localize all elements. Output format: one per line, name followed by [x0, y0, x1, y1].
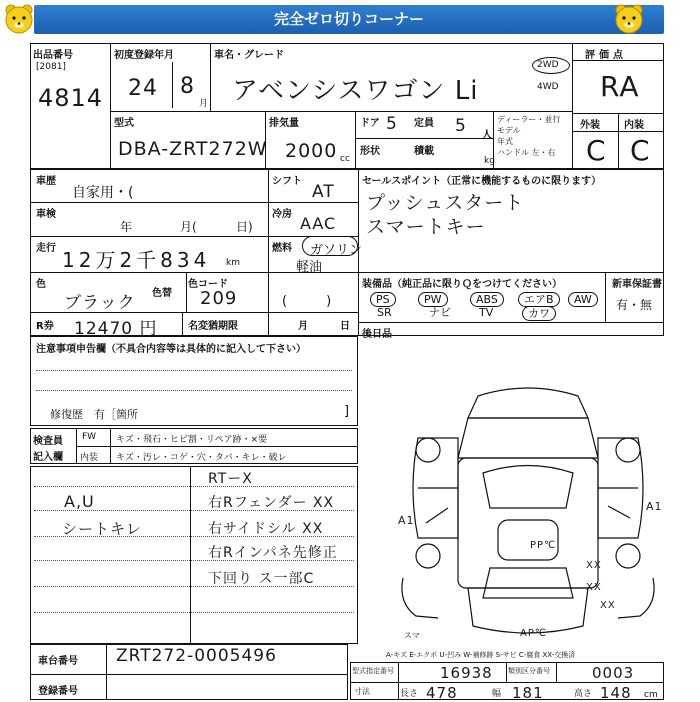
- ext-score: C: [586, 134, 607, 167]
- dealer-handle: ハンドル 左・右: [497, 148, 556, 157]
- ext-label: 外装: [580, 120, 600, 131]
- shape-label: 形状: [360, 146, 380, 157]
- chassis-label: 車台番号: [38, 656, 78, 667]
- class-no-label: 類別区分番号: [508, 667, 550, 675]
- lot-number: 4814: [38, 84, 104, 112]
- score-value: RA: [600, 70, 640, 103]
- mark-a1-right: A1: [646, 500, 663, 513]
- warranty-value: 有・無: [616, 298, 653, 312]
- use-label: 車歴: [36, 176, 56, 187]
- inspect-label: 車検: [36, 209, 56, 220]
- checker-row2: キズ・汚レ・コゲ・穴・タバ・キレ・破レ: [116, 453, 287, 463]
- equipment-item-5: SR: [377, 306, 392, 319]
- equipment-item-8: カワ: [522, 306, 556, 321]
- color-label: 色: [36, 279, 46, 290]
- inspect-month: 月(: [180, 220, 197, 234]
- color-code: 209: [200, 288, 238, 309]
- regno-label: 登録番号: [38, 686, 78, 697]
- mark-ppc: PP℃: [530, 540, 557, 551]
- notes-label: 注意事項申告欄（不具合内容等は具体的に記入して下さい）: [36, 344, 306, 355]
- ac-label: 冷房: [272, 209, 292, 220]
- checker-label: 検査員: [33, 436, 63, 447]
- doors-value: 5: [386, 114, 398, 134]
- ac-value: AAC: [300, 214, 337, 233]
- car-name: アベンシスワゴン Li: [232, 76, 479, 106]
- model-label: 型式: [114, 118, 134, 129]
- seats-value: 5: [455, 116, 467, 136]
- remark-right-5: 下回り ス一部C: [208, 571, 315, 587]
- class-no-value: 0003: [592, 664, 635, 682]
- mark-xx-3: XX: [600, 600, 616, 611]
- recycle-value: 12470 円: [74, 319, 158, 339]
- drive-2wd: 2WD: [537, 60, 559, 70]
- mileage-label: 走行: [36, 243, 56, 254]
- equipment-item-1: PW: [418, 292, 448, 307]
- mark-apc: AP℃: [520, 628, 548, 639]
- wid-label: 幅: [492, 689, 502, 699]
- len-label: 長さ: [400, 689, 419, 699]
- wid-value: 181: [512, 684, 544, 702]
- lot-code: [2081]: [36, 62, 66, 72]
- name-change-day: 日: [340, 321, 350, 332]
- seats-unit: 人: [482, 130, 492, 141]
- equipment-item-4: AW: [568, 292, 598, 307]
- mileage-unit: km: [226, 258, 240, 268]
- fuel-gasoline: ガソリン: [310, 243, 363, 258]
- chassis-value: ZRT272-0005496: [116, 646, 277, 666]
- record-label: 記入欄: [33, 452, 63, 463]
- mark-xx-1: XX: [586, 560, 602, 571]
- load-label: 積載: [414, 146, 434, 157]
- warranty-label: 新車保証書: [612, 279, 662, 290]
- sales-line1: プッシュスタート: [366, 192, 525, 214]
- reg-month: 8: [180, 74, 195, 99]
- remark-left-2: シートキレ: [62, 520, 142, 538]
- dealer-line3: 年式: [497, 137, 513, 146]
- remark-right-1: RTーX: [208, 471, 253, 487]
- cc-unit: cc: [340, 154, 350, 164]
- bear-mascot-icon: [2, 2, 36, 36]
- repair-history: 修復歴 有［箇所: [50, 408, 138, 421]
- color-change-label: 色替: [152, 288, 172, 299]
- cc-label: 排気量: [269, 118, 299, 129]
- hgt-label: 高さ: [574, 689, 593, 699]
- drive-4wd: 4WD: [537, 82, 559, 92]
- dims-unit: cm: [644, 690, 658, 700]
- page-banner: 完全ゼロ切りコーナー: [34, 5, 664, 34]
- attach-label: 後日品: [362, 329, 392, 340]
- reg-label: 初度登録年月: [114, 50, 174, 61]
- name-change-month: 月: [298, 321, 308, 332]
- sales-label: セールスポイント（正常に機能するものに限ります）: [362, 176, 602, 187]
- type-no-value: 16938: [440, 664, 493, 682]
- name-change-label: 名変猶期限: [188, 321, 238, 332]
- dims-label: 寸法: [354, 687, 370, 696]
- mileage-value: 12万2千834: [62, 248, 211, 272]
- remark-right-2: 右Rフェンダー XX: [208, 495, 335, 511]
- car-damage-diagram: [398, 378, 658, 640]
- interior-label: 内装: [80, 453, 99, 463]
- mark-xx-2: XX: [586, 582, 602, 593]
- fuel-selected-mark: [302, 236, 358, 256]
- reg-year: 24: [128, 76, 158, 101]
- inspect-year: 年: [120, 220, 133, 234]
- shift-value: AT: [312, 182, 335, 202]
- remark-left-1: A,U: [64, 492, 95, 511]
- remark-right-4: 右Rインパネ先修正: [208, 545, 338, 561]
- equipment-item-2: ABS: [470, 292, 504, 307]
- model-value: DBA-ZRT272W: [118, 138, 268, 160]
- name-label: 車名・グレード: [214, 50, 284, 61]
- color-value: ブラック: [64, 293, 136, 313]
- mark-suma: スマ: [404, 631, 420, 640]
- damage-legend: A-キズ E-エクボ U-凹み W-補修跡 S-サビ C-腐食 XX-交換済: [386, 651, 576, 659]
- use-value: 自家用・(: [72, 185, 134, 201]
- checker-row1: キズ・飛石・ヒビ割・リペア跡・×要: [116, 435, 268, 445]
- equipment-item-6: ナビ: [429, 306, 451, 319]
- equipment-item-7: TV: [479, 306, 494, 319]
- fuel-label: 燃料: [272, 243, 292, 254]
- sales-line2: スマートキー: [366, 216, 486, 238]
- int-score: C: [630, 134, 651, 167]
- equipment-item-0: PS: [370, 292, 396, 307]
- shift-label: シフト: [272, 176, 302, 187]
- inspect-day: 日): [236, 220, 253, 234]
- fuel-other: ( ): [282, 294, 332, 309]
- dealer-line1: ディーラー・並行: [497, 115, 561, 124]
- recycle-label: R券: [36, 321, 54, 332]
- seats-label: 定員: [414, 118, 434, 129]
- cc-value: 2000: [285, 140, 338, 162]
- remark-right-3: 右サイドシル XX: [208, 521, 324, 537]
- fw-label: FW: [82, 432, 97, 442]
- int-label: 内装: [624, 120, 644, 131]
- mark-a1-left: A1: [398, 514, 415, 527]
- dealer-line2: モデル: [497, 126, 521, 135]
- reg-month-unit: 月: [199, 99, 209, 109]
- lot-label: 出品番号: [33, 50, 73, 61]
- hgt-value: 148: [600, 684, 632, 702]
- equipment-item-3: エアB: [518, 292, 560, 307]
- fuel-diesel: 軽油: [296, 260, 323, 275]
- bear-mascot-icon: [612, 2, 646, 36]
- type-no-label: 型式指定番号: [352, 667, 394, 675]
- color-code-label: 色コード: [188, 279, 228, 290]
- doors-label: ドア: [360, 118, 380, 129]
- shape-unit: kg: [484, 156, 495, 166]
- equip-label: 装備品（純正品に限りＱをつけてください）: [362, 279, 562, 290]
- len-value: 478: [426, 684, 458, 702]
- score-label: 評価点: [585, 50, 627, 61]
